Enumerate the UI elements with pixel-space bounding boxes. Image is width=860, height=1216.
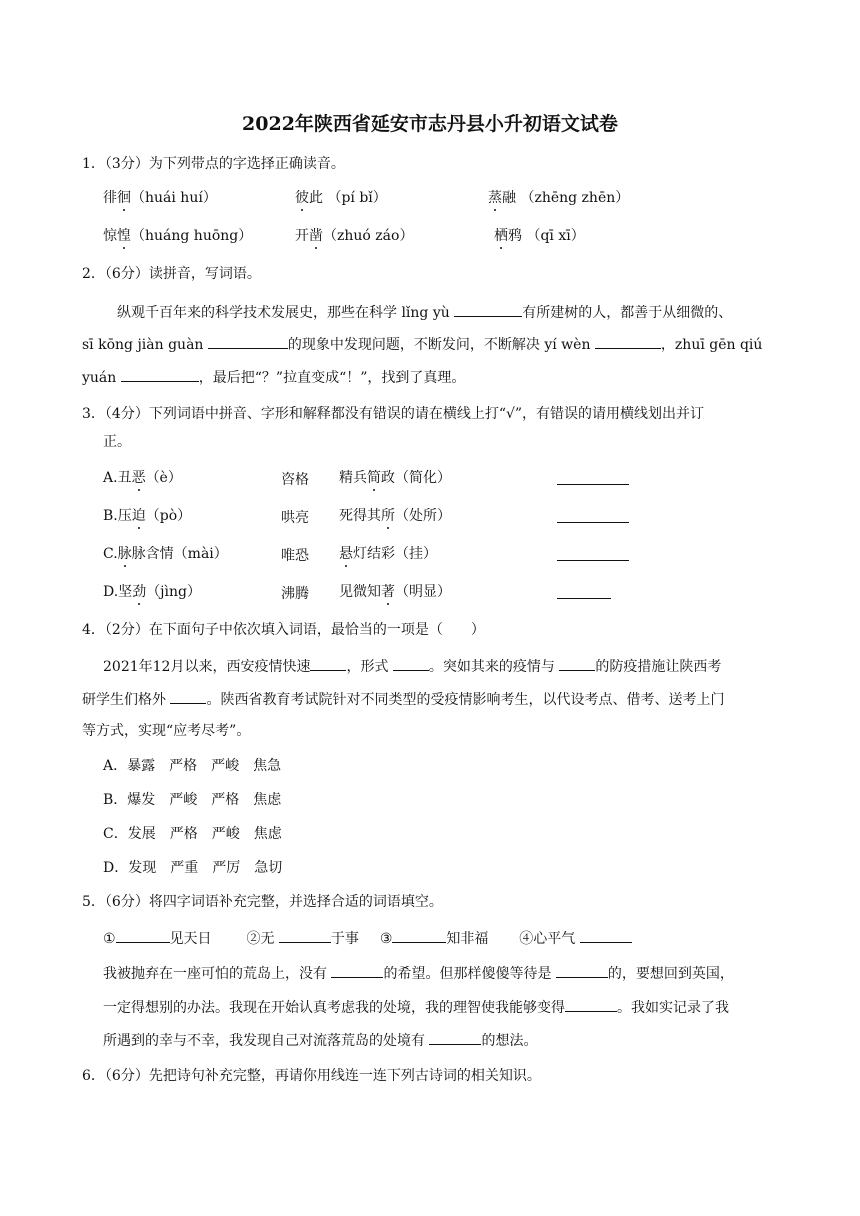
- q3-d-word2: 沸腾: [281, 586, 309, 602]
- q3-c-word2: 唯恐: [281, 548, 309, 564]
- q3-a-word: A.丑恶（è）: [103, 470, 182, 486]
- q5-blank-4[interactable]: [429, 1030, 481, 1045]
- q5-idiom-blank-4[interactable]: [580, 928, 632, 943]
- q2-blank-2[interactable]: [208, 334, 288, 349]
- q3-c-word: C.脉脉含情（mài）: [103, 546, 228, 562]
- q5-idiom-blank-3[interactable]: [392, 928, 446, 943]
- q1-item-2: 彼此 （pí bǐ）: [295, 190, 387, 206]
- q2-line-2: sī kōng jiàn guàn 的现象中发现问题，不断发问，不断解决 yí wèn ，zhuī gēn qiú: [82, 334, 762, 355]
- q4-blank-1[interactable]: [310, 656, 346, 671]
- q2-blank-1[interactable]: [454, 302, 522, 317]
- q3-b-word2: 哄亮: [281, 510, 309, 526]
- q4-para-line-3: 等方式，实现“应考尽考”。: [82, 723, 251, 739]
- q4-para-line-2: 研学生们格外 。陕西省教育考试院针对不同类型的受疫情影响考生，以代设考点、借考、送考上门: [82, 689, 724, 710]
- q3-d-word: D.坚劲（jìng）: [103, 584, 201, 600]
- q4-option-a[interactable]: A．暴露 严格 严峻 焦急: [103, 758, 282, 774]
- q3-b-idiom: 死得其所（处所）: [339, 508, 451, 524]
- q2-line-1: 纵观千百年来的科学技术发展史，那些在科学 lǐng yù 有所建树的人，都善于从细微的、: [117, 302, 732, 323]
- q3-d-answer-line[interactable]: [557, 584, 611, 605]
- question-3-stem-cont: 正。: [103, 434, 131, 450]
- q5-para-line-1: 我被抛弃在一座可怕的荒岛上，没有 的希望。但那样傻傻等待是 的，要想回到英国，: [103, 963, 734, 984]
- question-3-stem: 3．（4分）下列词语中拼音、字形和解释都没有错误的请在横线上打“√”，有错误的请用横线划出并订: [82, 406, 705, 422]
- q4-option-c[interactable]: C．发展 严格 严峻 焦虑: [103, 826, 282, 842]
- q2-blank-4[interactable]: [121, 367, 199, 382]
- q5-para-line-2: 一定得想别的办法。我现在开始认真考虑我的处境，我的理智使我能够变得 。我如实记录了我: [103, 997, 729, 1018]
- q1-item-1: 徘徊（huái huí）: [103, 190, 217, 206]
- q4-option-d[interactable]: D．发现 严重 严厉 急切: [103, 860, 283, 876]
- q3-b-word: B.压迫（pò）: [103, 508, 192, 524]
- q1-item-5: 开凿（zhuó záo）: [295, 228, 414, 244]
- q5-blank-2[interactable]: [556, 963, 608, 978]
- question-2-stem: 2．（6分）读拼音，写词语。: [82, 266, 261, 282]
- question-5-stem: 5．（6分）将四字词语补充完整，并选择合适的词语填空。: [82, 894, 443, 910]
- q1-item-4: 惊惶（huáng huōng）: [103, 228, 253, 244]
- q3-c-idiom: 悬灯结彩（挂）: [339, 546, 437, 562]
- q1-item-3: 蒸融 （zhēng zhēn）: [488, 190, 630, 206]
- question-6-stem: 6．（6分）先把诗句补充完整，再请你用线连一连下列古诗词的相关知识。: [82, 1068, 541, 1084]
- q2-line-3: yuán ，最后把“？”拉直变成“！”，找到了真理。: [82, 367, 465, 388]
- q5-blank-3[interactable]: [565, 997, 617, 1012]
- q5-idioms: ① 见天日 ②无 于事 ③ 知非福 ④心平气: [103, 928, 632, 949]
- q5-idiom-blank-1[interactable]: [116, 928, 170, 943]
- q3-b-answer-line[interactable]: [557, 508, 629, 529]
- q2-blank-3[interactable]: [595, 334, 661, 349]
- q3-c-answer-line[interactable]: [557, 546, 629, 567]
- q4-blank-2[interactable]: [393, 656, 429, 671]
- q1-item-6: 栖鸦 （qī xī）: [494, 228, 585, 244]
- question-4-stem: 4．（2分）在下面句子中依次填入词语，最恰当的一项是（ ）: [82, 622, 485, 638]
- q3-a-idiom: 精兵简政（简化）: [339, 470, 451, 486]
- q4-option-b[interactable]: B．爆发 严峻 严格 焦虑: [103, 792, 282, 808]
- q4-blank-3[interactable]: [559, 656, 595, 671]
- page-title: 2022年陕西省延安市志丹县小升初语文试卷: [242, 113, 618, 135]
- q5-para-line-3: 所遇到的幸与不幸，我发现自己对流落荒岛的处境有 的想法。: [103, 1030, 537, 1051]
- q4-blank-4[interactable]: [170, 689, 206, 704]
- q3-a-word2: 咨格: [281, 472, 309, 488]
- q3-a-answer-line[interactable]: [557, 470, 629, 491]
- q5-idiom-blank-2[interactable]: [279, 928, 331, 943]
- q4-para-line-1: 2021年12月以来，西安疫情快速 ，形式 。突如其来的疫情与 的防疫措施让陕西考: [103, 656, 721, 677]
- question-1-stem: 1．（3分）为下列带点的字选择正确读音。: [82, 156, 345, 172]
- q5-blank-1[interactable]: [331, 963, 383, 978]
- q3-d-idiom: 见微知著（明显）: [339, 584, 451, 600]
